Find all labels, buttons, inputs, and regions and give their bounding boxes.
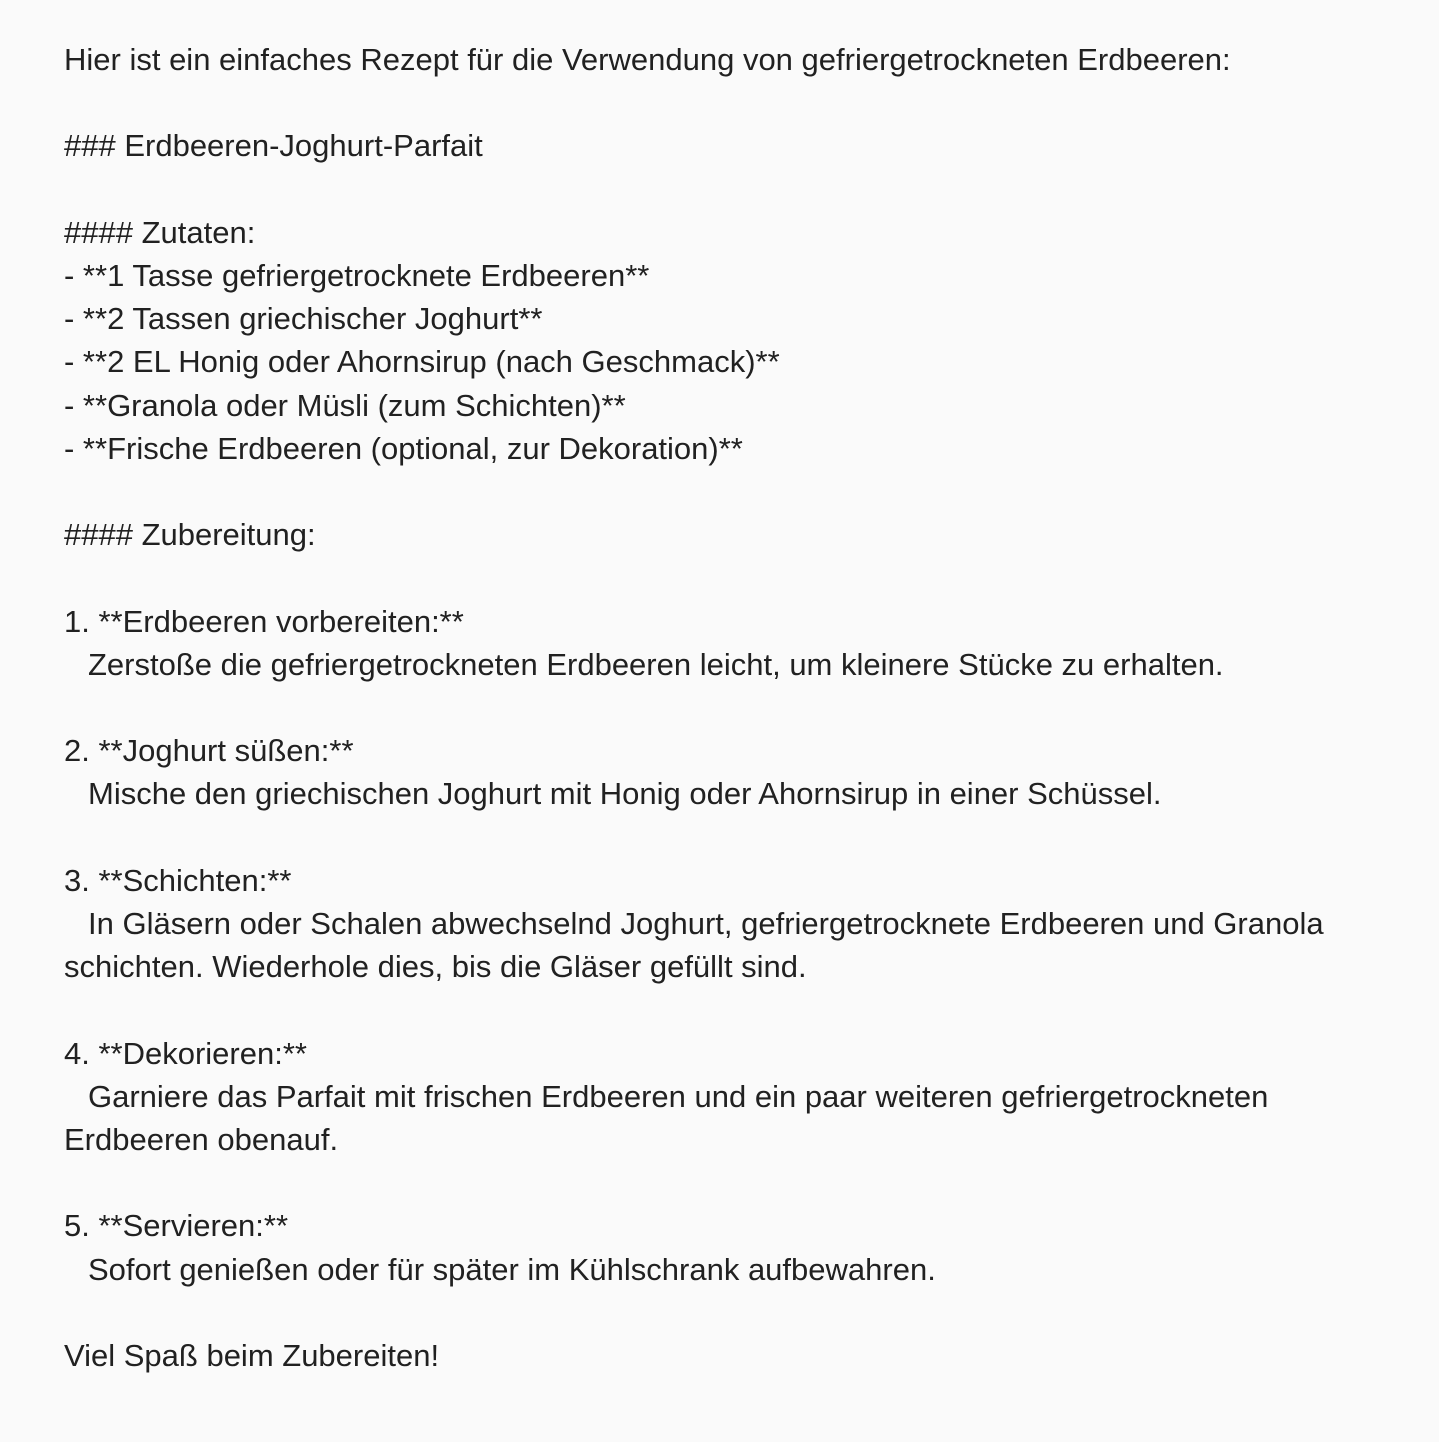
blank-line xyxy=(64,1291,1375,1334)
blank-line xyxy=(64,686,1375,729)
step-text: Mische den griechischen Joghurt mit Honig oder Ahornsirup in einer Schüssel. xyxy=(88,776,1162,812)
step-heading: 4. **Dekorieren:** xyxy=(64,1035,307,1071)
ingredient-item: - **1 Tasse gefriergetrocknete Erdbeeren** xyxy=(64,257,650,293)
recipe-title: ### Erdbeeren-Joghurt-Parfait xyxy=(64,128,483,164)
intro-text: Hier ist ein einfaches Rezept für die Verwendung von gefriergetrockneten Erdbeeren: xyxy=(64,42,1231,77)
step-text: Zerstoße die gefriergetrockneten Erdbeeren leicht, um kleinere Stücke zu erhalten. xyxy=(88,646,1224,682)
ingredient-item: - **Granola oder Müsli (zum Schichten)** xyxy=(64,387,626,423)
step-heading: 2. **Joghurt süßen:** xyxy=(64,733,354,769)
blank-line xyxy=(64,556,1375,599)
closing-text: Viel Spaß beim Zubereiten! xyxy=(64,1337,440,1373)
blank-line xyxy=(64,81,1375,124)
ingredient-item: - **Frische Erdbeeren (optional, zur Dekoration)** xyxy=(64,430,743,466)
step-text: Sofort genießen oder für später im Kühlschrank aufbewahren. xyxy=(88,1251,936,1287)
blank-line xyxy=(64,988,1375,1031)
preparation-heading: #### Zubereitung: xyxy=(64,517,316,553)
step-text-continued: Erdbeeren obenauf. xyxy=(64,1121,339,1157)
step-text: In Gläsern oder Schalen abwechselnd Joghurt, gefriergetrocknete Erdbeeren und Granola xyxy=(88,905,1324,941)
ingredient-item: - **2 EL Honig oder Ahornsirup (nach Geschmack)** xyxy=(64,344,780,380)
blank-line xyxy=(64,1161,1375,1204)
step-text: Garniere das Parfait mit frischen Erdbeeren und ein paar weiteren gefriergetrockneten xyxy=(88,1078,1269,1114)
step-heading: 5. **Servieren:** xyxy=(64,1208,289,1244)
ingredients-heading: #### Zutaten: xyxy=(64,214,256,250)
ingredient-item: - **2 Tassen griechischer Joghurt** xyxy=(64,301,543,337)
step-heading: 1. **Erdbeeren vorbereiten:** xyxy=(64,603,464,639)
blank-line xyxy=(64,168,1375,211)
blank-line xyxy=(64,816,1375,859)
blank-line xyxy=(64,470,1375,513)
step-heading: 3. **Schichten:** xyxy=(64,862,292,898)
step-text-continued: schichten. Wiederhole dies, bis die Gläser gefüllt sind. xyxy=(64,949,807,985)
